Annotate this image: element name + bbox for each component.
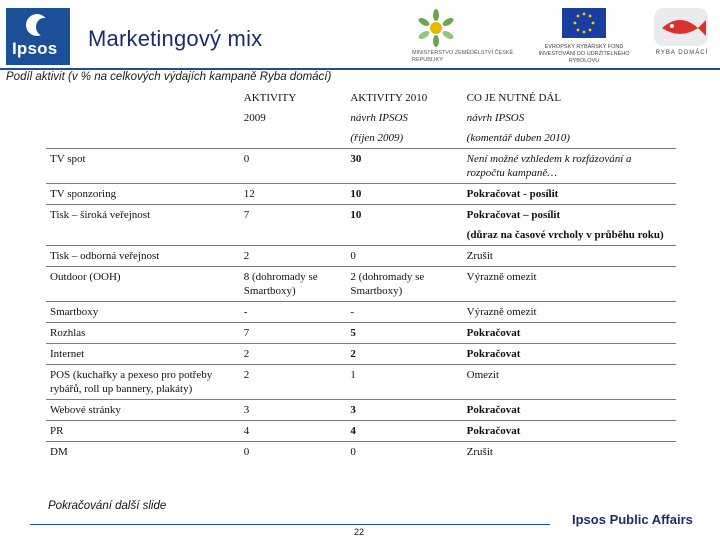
value-2010-cell: 4 <box>346 421 462 442</box>
table-row <box>46 421 676 442</box>
value-2009-cell: 0 <box>240 149 347 184</box>
comment-cell: (důraz na časové vrcholy v průběhu roku) <box>466 229 664 241</box>
table-header-row <box>46 88 676 108</box>
comment-cell: Zrušit <box>463 442 676 463</box>
comment-cell: Pokračovat – posílit <box>463 205 676 226</box>
value-2010-cell: 2 (dohromady se Smartboxy) <box>346 267 462 302</box>
header-cell: (komentář duben 2010) <box>466 132 570 144</box>
value-2010-cell: 0 <box>346 442 462 463</box>
ryba-domaci-logo <box>650 8 714 68</box>
activity-cell: Webové stránky <box>46 400 240 421</box>
activity-cell: Outdoor (OOH) <box>46 267 240 302</box>
value-2010-cell: 1 <box>346 365 462 400</box>
ipsos-logo-text: Ipsos <box>12 39 58 58</box>
value-2010-cell: - <box>346 302 462 323</box>
fish-icon <box>654 8 708 46</box>
page-number: 22 <box>354 527 365 537</box>
table-row <box>46 205 676 226</box>
table-row <box>46 323 676 344</box>
comment-cell: Pokračovat <box>463 323 676 344</box>
ministry-logo <box>412 8 524 68</box>
table-row <box>46 302 676 323</box>
subtitle: Podíl aktivit (v % na celkových výdajích kampaně Ryba domácí) <box>6 71 332 83</box>
header-cell <box>46 128 240 149</box>
comment-cell: Není možné vzhledem k rozfázování a rozpočtu kampaně… <box>463 149 676 184</box>
header-cell: 2009 <box>243 112 266 124</box>
value-2009-cell: 7 <box>240 205 347 226</box>
activity-cell: Internet <box>46 344 240 365</box>
value-2009-cell: 2 <box>240 246 347 267</box>
table-header-row <box>46 108 676 128</box>
table-row <box>46 442 676 463</box>
header-cell: AKTIVITY 2010 <box>350 92 428 104</box>
value-2009-cell: 2 <box>240 344 347 365</box>
table-row <box>46 184 676 205</box>
value-2009-cell: 7 <box>240 323 347 344</box>
value-2009-cell: 0 <box>240 442 347 463</box>
value-2010-cell: 2 <box>346 344 462 365</box>
comment-cell: Zrušit <box>463 246 676 267</box>
comment-cell: Pokračovat - posílit <box>463 184 676 205</box>
value-2010-cell: 10 <box>346 205 462 226</box>
header-divider <box>0 68 720 70</box>
activity-cell: DM <box>46 442 240 463</box>
ministry-caption: MINISTERSTVO ZEMĚDĚLSTVÍ ČESKÉ REPUBLIKY <box>412 50 514 63</box>
table-row <box>46 246 676 267</box>
comment-cell: Pokračovat <box>463 421 676 442</box>
comment-cell: Pokračovat <box>463 400 676 421</box>
activity-cell: PR <box>46 421 240 442</box>
header-cell: návrh IPSOS <box>350 112 408 124</box>
activity-cell: Tisk – odborná veřejnost <box>46 246 240 267</box>
value-2010-cell: 5 <box>346 323 462 344</box>
leaf-sun-icon <box>412 8 524 48</box>
value-2009-cell: 4 <box>240 421 347 442</box>
activity-cell: Tisk – široká veřejnost <box>46 205 240 226</box>
comment-cell: Výrazně omezit <box>463 302 676 323</box>
brand-footer: Ipsos Public Affairs <box>572 512 693 527</box>
continue-note: Pokračování další slide <box>48 500 167 512</box>
value-2010-cell: 10 <box>346 184 462 205</box>
header-cell: (říjen 2009) <box>350 132 404 144</box>
footer-divider <box>30 524 550 525</box>
ryba-domaci-caption: RYBA DOMÁCÍ <box>655 50 709 56</box>
value-2010-cell: 0 <box>346 246 462 267</box>
value-2009-cell: 12 <box>240 184 347 205</box>
table-header-row <box>46 128 676 149</box>
value-2009-cell: 8 (dohromady se Smartboxy) <box>240 267 347 302</box>
value-2010-cell: 30 <box>346 149 462 184</box>
table-row <box>46 149 676 184</box>
eu-fund-logo <box>528 8 640 68</box>
comment-cell: Omezit <box>463 365 676 400</box>
comment-cell: Výrazně omezit <box>463 267 676 302</box>
header-cell: AKTIVITY <box>243 92 297 104</box>
value-2009-cell <box>240 225 347 246</box>
header-cell <box>46 108 240 128</box>
marketing-mix-table <box>46 88 676 462</box>
activity-cell: TV sponzoring <box>46 184 240 205</box>
header-cell: CO JE NUTNÉ DÁL <box>466 92 562 104</box>
header-cell <box>240 128 347 149</box>
table-row <box>46 225 676 246</box>
eu-fund-caption: EVROPSKÝ RYBÁŘSKÝ FOND INVESTOVÁNÍ DO UDRŽITELNÉHO RYBOLOVU <box>538 44 630 64</box>
ipsos-mark-inner-icon <box>36 18 52 36</box>
comment-cell: Pokračovat <box>463 344 676 365</box>
value-2010-cell: 3 <box>346 400 462 421</box>
table-row <box>46 267 676 302</box>
header-cell <box>46 88 240 108</box>
activity-cell: Rozhlas <box>46 323 240 344</box>
page-title: Marketingový mix <box>88 26 263 51</box>
activity-cell: Smartboxy <box>46 302 240 323</box>
value-2010-cell <box>346 225 462 246</box>
table-row <box>46 365 676 400</box>
value-2009-cell: 2 <box>240 365 347 400</box>
activity-cell: TV spot <box>46 149 240 184</box>
eu-flag-icon <box>562 8 606 38</box>
header-cell: návrh IPSOS <box>466 112 525 124</box>
activity-cell <box>46 225 240 246</box>
ipsos-logo <box>6 8 70 65</box>
value-2009-cell: - <box>240 302 347 323</box>
slide-header <box>0 0 720 68</box>
table-row <box>46 344 676 365</box>
value-2009-cell: 3 <box>240 400 347 421</box>
activity-cell: POS (kuchařky a pexeso pro potřeby rybářů, roll up bannery, plakáty) <box>46 365 240 400</box>
table-row <box>46 400 676 421</box>
